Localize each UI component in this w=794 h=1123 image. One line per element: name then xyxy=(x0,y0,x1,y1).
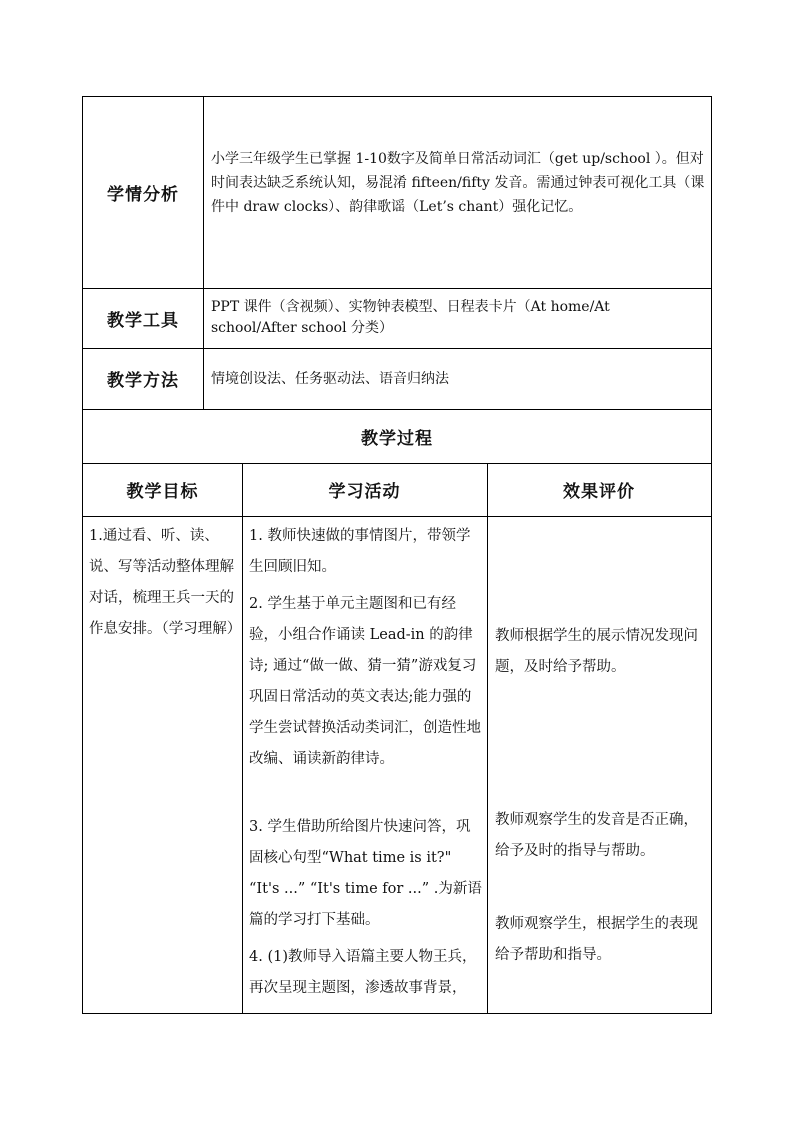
methods-label: 教学方法 xyxy=(107,371,179,391)
process-title: 教学过程 xyxy=(361,428,433,449)
activity-item: 2. 学生基于单元主题图和已有经验，小组合作诵读 Lead-in 的韵律诗; 通过“做一做、猜一猜”游戏复习巩固日常活动的英文表达;能力强的学生尝试替换活动类词汇，创造性地改编、诵读新韵律诗。 xyxy=(249,596,481,767)
evaluation-item: 教师观察学生的发音是否正确，给予及时的指导与帮助。 xyxy=(495,812,698,859)
activity-item: 1. 教师快速做的事情图片，带领学生回顾旧知。 xyxy=(249,528,471,575)
analysis-text: 小学三年级学生已掌握 1-10数字及简单日常活动词汇（get up/school ）。但对时间表达缺乏系统认知，易混淆 fifteen/fifty 发音。需通过钟表可视化工具（课件中 draw clocks）、韵律歌谣（Let’s chant）强化记忆。 xyxy=(211,151,705,215)
evaluation-item: 教师观察学生，根据学生的表现给予帮助和指导。 xyxy=(495,916,698,963)
evaluation-item: 教师根据学生的展示情况发现问题，及时给予帮助。 xyxy=(495,628,698,675)
activity-item: 4. (1)教师导入语篇主要人物王兵，再次呈现主题图，渗透故事背景， xyxy=(249,949,477,996)
methods-text: 情境创设法、任务驱动法、语音归纳法 xyxy=(211,371,449,387)
header-goal: 教学目标 xyxy=(126,482,199,502)
lesson-plan-table xyxy=(82,96,712,1014)
tools-label: 教学工具 xyxy=(107,310,179,331)
tools-text: PPT 课件（含视频）、实物钟表模型、日程表卡片（At home/At school/After school 分类） xyxy=(211,299,610,336)
row-divider xyxy=(83,516,711,517)
header-activity: 学习活动 xyxy=(328,482,401,502)
column-divider xyxy=(487,463,488,1013)
column-divider xyxy=(242,463,243,1013)
activity-item: 3. 学生借助所给图片快速问答，巩固核心句型“What time is it?" “It's ...” “It's time for ...” .为新语篇的学习打下基础。 xyxy=(249,819,482,928)
analysis-label: 学情分析 xyxy=(107,185,179,205)
goal-text: 1.通过看、听、读、说、写等活动整体理解对话，梳理王兵一天的作息安排。（学习理解） xyxy=(89,528,242,637)
activities-column xyxy=(249,521,483,1004)
header-evaluation: 效果评价 xyxy=(563,482,635,502)
column-divider xyxy=(203,97,204,409)
